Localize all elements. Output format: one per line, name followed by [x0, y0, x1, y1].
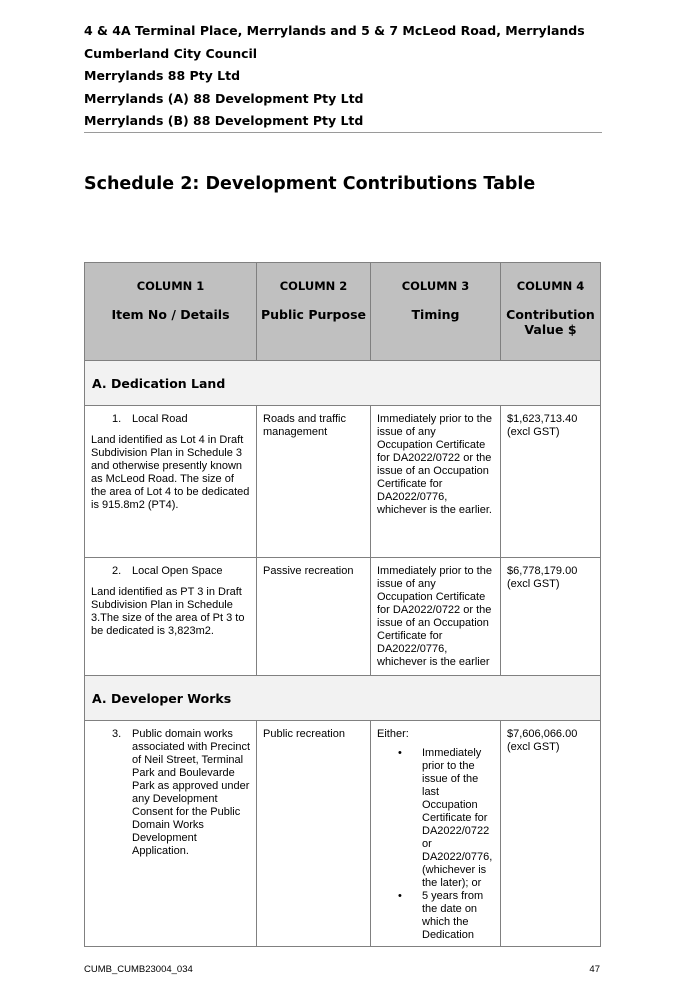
timing-intro: Either:: [377, 728, 409, 740]
column-label: Contribution Value $: [506, 307, 595, 337]
item-number: 3.: [112, 728, 122, 740]
public-purpose-cell: Passive recreation: [257, 558, 371, 676]
column-header-4: [501, 263, 601, 361]
header-line-party-3: Merrylands (B) 88 Development Pty Ltd: [84, 113, 364, 128]
table-row: [85, 558, 601, 676]
column-label: Timing: [411, 307, 460, 322]
list-item: [377, 890, 494, 942]
item-description: Land identified as Lot 4 in Draft Subdivision Plan in Schedule 3 and otherwise presently known as McLeod Road. The size of the area of Lot 4 to be dedicated is 915.8m2 (PT4).: [91, 434, 250, 511]
item-details-cell: [85, 721, 257, 947]
column-header-2: [257, 263, 371, 361]
column-number: COLUMN 2: [279, 279, 348, 293]
timing-bullet-list: [377, 747, 494, 942]
bullet-icon: •: [398, 890, 402, 902]
item-number: 2.: [112, 565, 122, 577]
header-line-address: 4 & 4A Terminal Place, Merrylands and 5 & 7 McLeod Road, Merrylands: [84, 23, 585, 38]
timing-cell: Immediately prior to the issue of any Occupation Certificate for DA2022/0722 or the issue of an Occupation Certificate for DA2022/0776, whichever is the earlier.: [371, 406, 501, 558]
column-label: Item No / Details: [111, 307, 230, 322]
table-header-row: [85, 263, 601, 361]
bullet-text: 5 years from the date on which the Dedication: [422, 890, 484, 941]
contribution-value-cell: $6,778,179.00 (excl GST): [501, 558, 601, 676]
item-description: Land identified as PT 3 in Draft Subdivision Plan in Schedule 3.The size of the area of Pt 3 to be dedicated is 3,823m2.: [91, 586, 245, 637]
footer-document-id: CUMB_CUMB23004_034: [84, 964, 193, 975]
contributions-table: [84, 262, 601, 947]
timing-cell: Immediately prior to the issue of any Occupation Certificate for DA2022/0722 or the issue of an Occupation Certificate for DA2022/0776, whichever is the earlier: [371, 558, 501, 676]
timing-cell: [371, 721, 501, 947]
bullet-icon: •: [398, 747, 402, 759]
public-purpose-cell: Public recreation: [257, 721, 371, 947]
section-row-developer-works: [85, 676, 601, 721]
header-line-council: Cumberland City Council: [84, 45, 258, 61]
item-number: 1.: [112, 413, 122, 425]
contribution-value-cell: $7,606,066.00 (excl GST): [501, 721, 601, 947]
public-purpose-cell: Roads and traffic management: [257, 406, 371, 558]
table-row: [85, 406, 601, 558]
table-row: [85, 721, 601, 947]
section-row-dedication-land: [85, 361, 601, 406]
header-divider: [84, 132, 602, 133]
section-title: A. Dedication Land: [85, 361, 601, 406]
column-header-1: [85, 263, 257, 361]
column-header-3: [371, 263, 501, 361]
page-title: Schedule 2: Development Contributions Table: [84, 174, 536, 194]
item-name: Local Open Space: [132, 565, 223, 577]
column-number: COLUMN 4: [516, 279, 585, 293]
bullet-text: Immediately prior to the issue of the last Occupation Certificate for DA2022/0722 or DA2022/0776, (whichever is the later); or: [422, 747, 493, 889]
item-details-cell: [85, 558, 257, 676]
document-header: [84, 20, 602, 133]
contribution-value-cell: $1,623,713.40 (excl GST): [501, 406, 601, 558]
list-item: [377, 747, 494, 890]
column-number: COLUMN 1: [136, 279, 205, 293]
header-line-party-1: Merrylands 88 Pty Ltd: [84, 68, 241, 83]
section-title: A. Developer Works: [85, 676, 601, 721]
item-name: Local Road: [132, 413, 188, 425]
column-number: COLUMN 3: [401, 279, 470, 293]
item-name: Public domain works associated with Precinct of Neil Street, Terminal Park and Boulevarde Park as approved under any Development Consent for the Public Domain Works Development Application.: [132, 728, 250, 857]
footer-page-number: 47: [589, 964, 600, 975]
column-label: Public Purpose: [260, 307, 367, 322]
header-line-party-2: Merrylands (A) 88 Development Pty Ltd: [84, 90, 364, 106]
item-details-cell: [85, 406, 257, 558]
